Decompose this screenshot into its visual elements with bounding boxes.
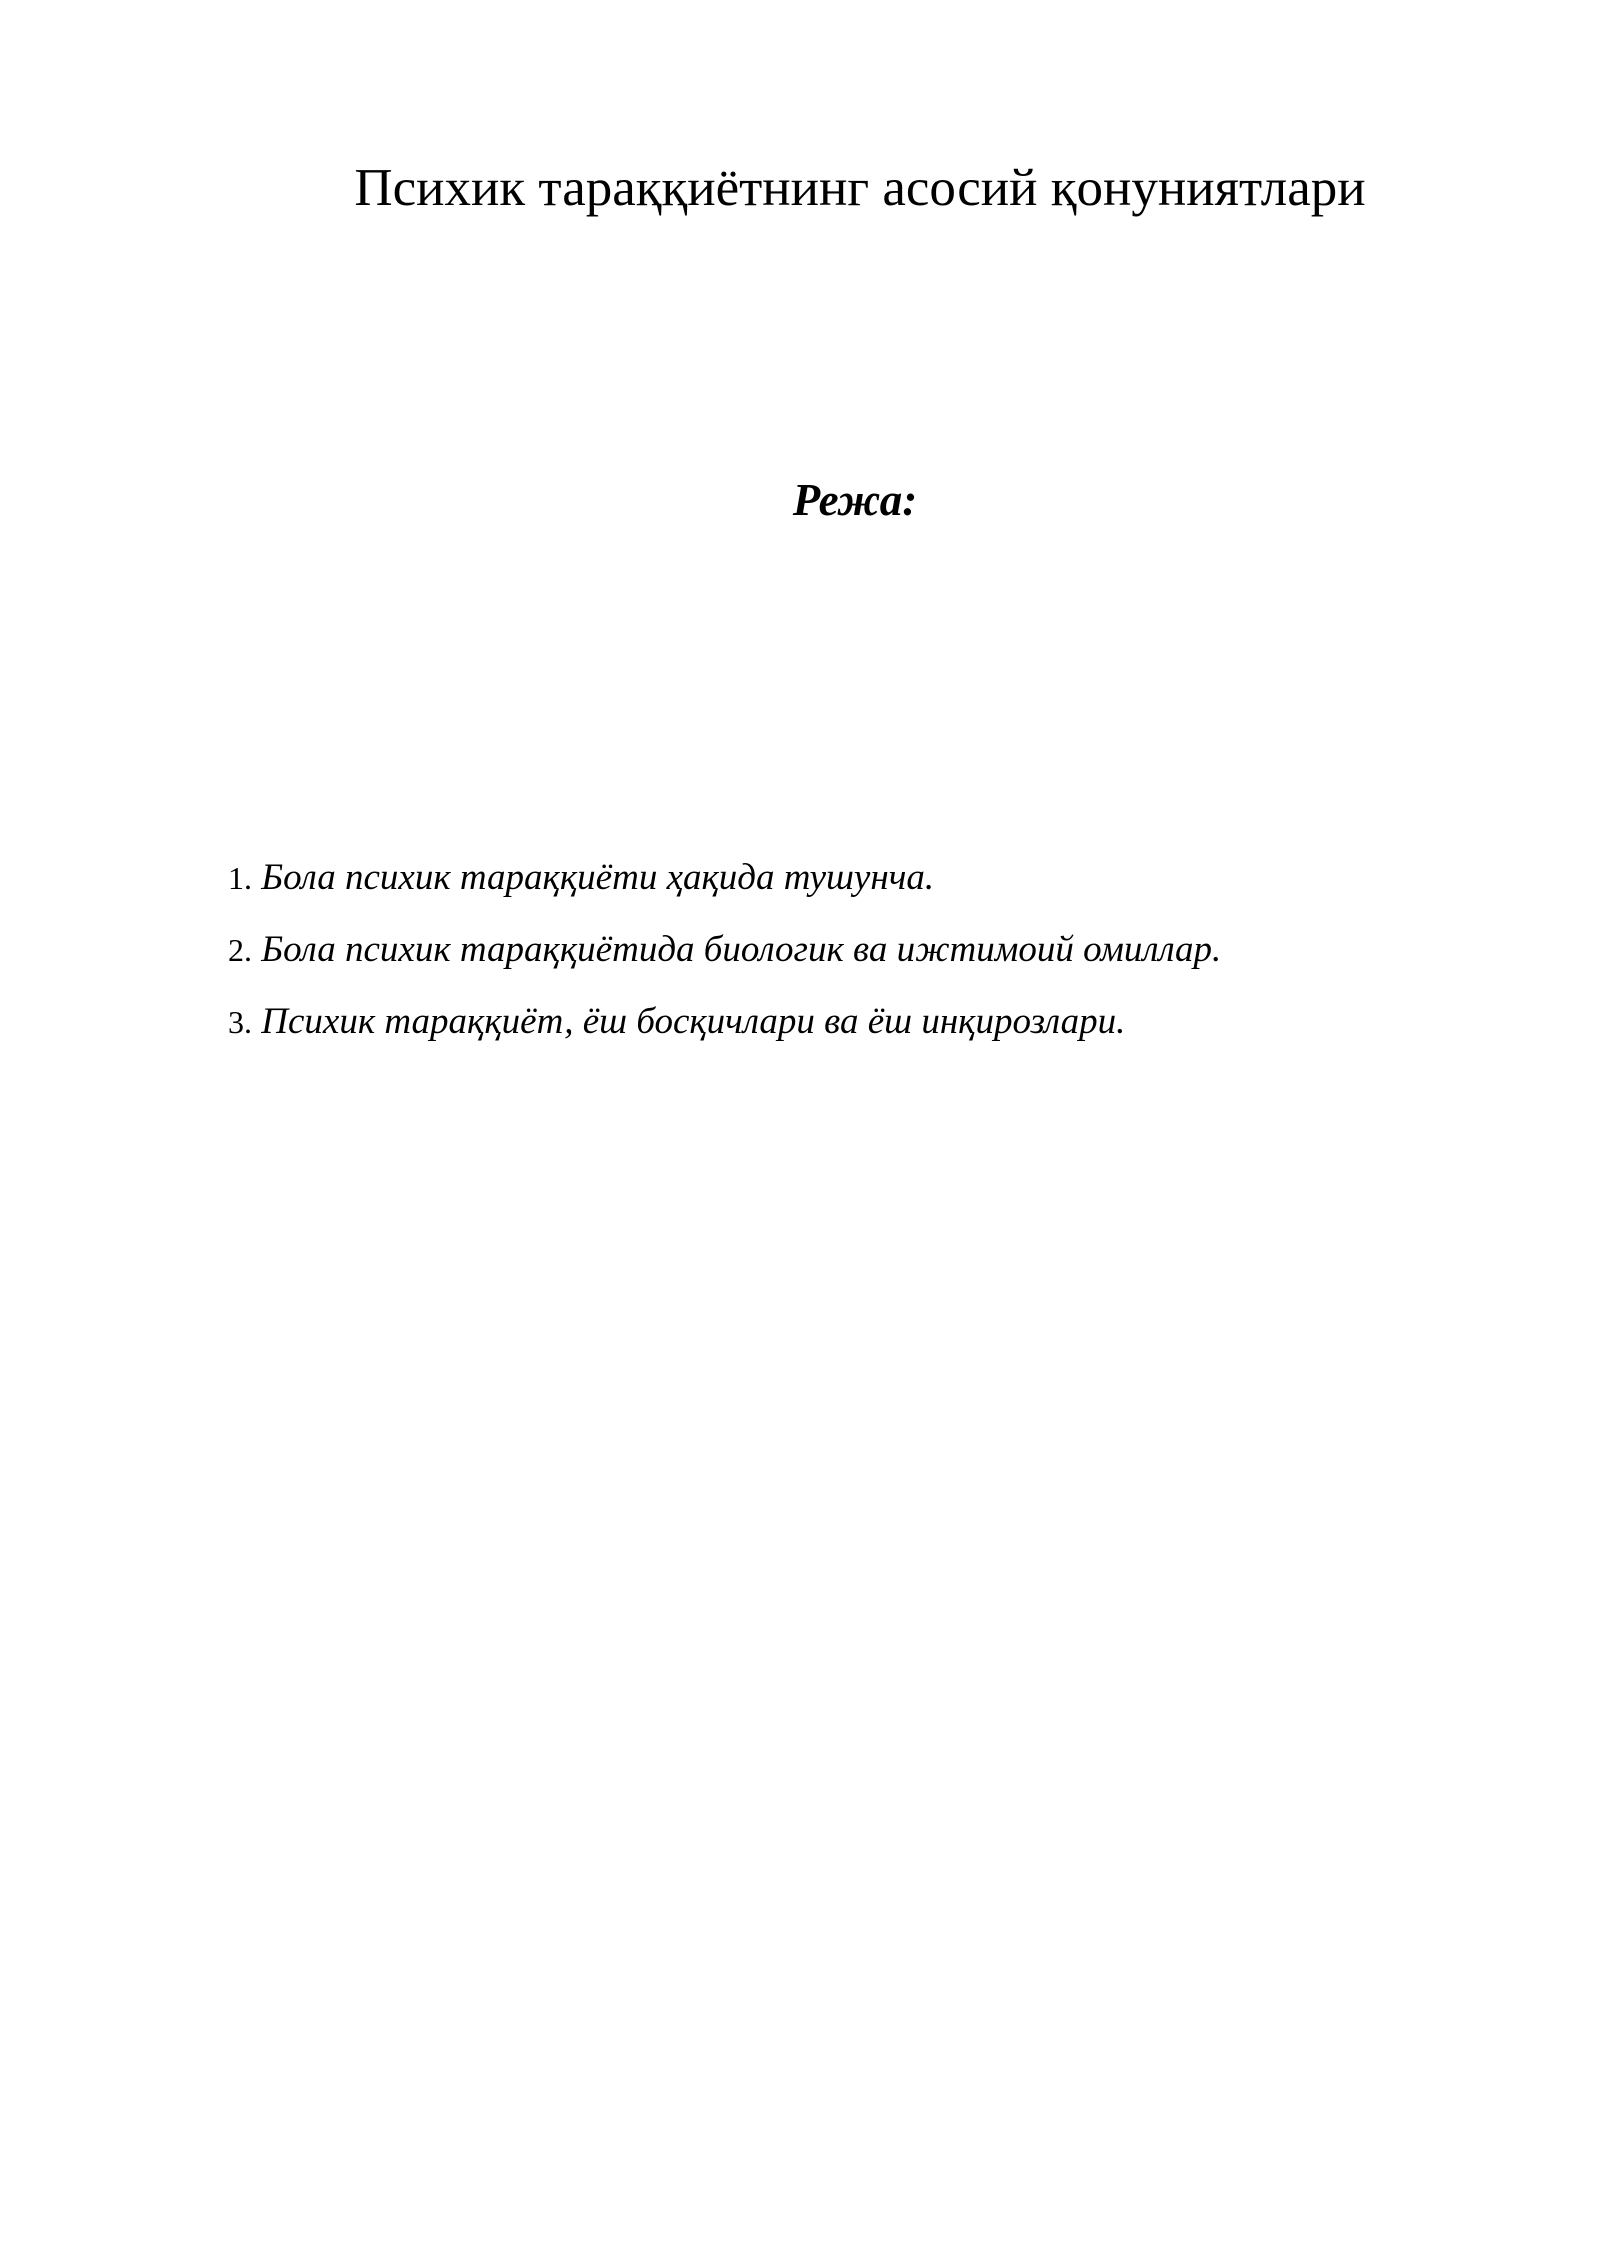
list-item-number: 1.	[228, 860, 252, 896]
list-item	[228, 914, 1221, 986]
list-item-text: Бола психик тараққиёти ҳақида тушунча.	[261, 857, 935, 898]
list-item	[228, 842, 1221, 914]
list-item-text: Психик тараққиёт, ёш босқичлари ва ёш инқирозлари.	[261, 1001, 1126, 1042]
list-item-number: 3.	[228, 1004, 252, 1040]
document-title: Психик тараққиётнинг асосий қонуниятлари	[354, 159, 1366, 217]
plan-list	[228, 842, 1221, 1058]
list-item	[228, 986, 1221, 1058]
plan-heading: Режа:	[792, 475, 918, 525]
list-item-number: 2.	[228, 932, 252, 968]
list-item-text: Бола психик тараққиётида биологик ва ижтимоий омиллар.	[261, 929, 1222, 970]
